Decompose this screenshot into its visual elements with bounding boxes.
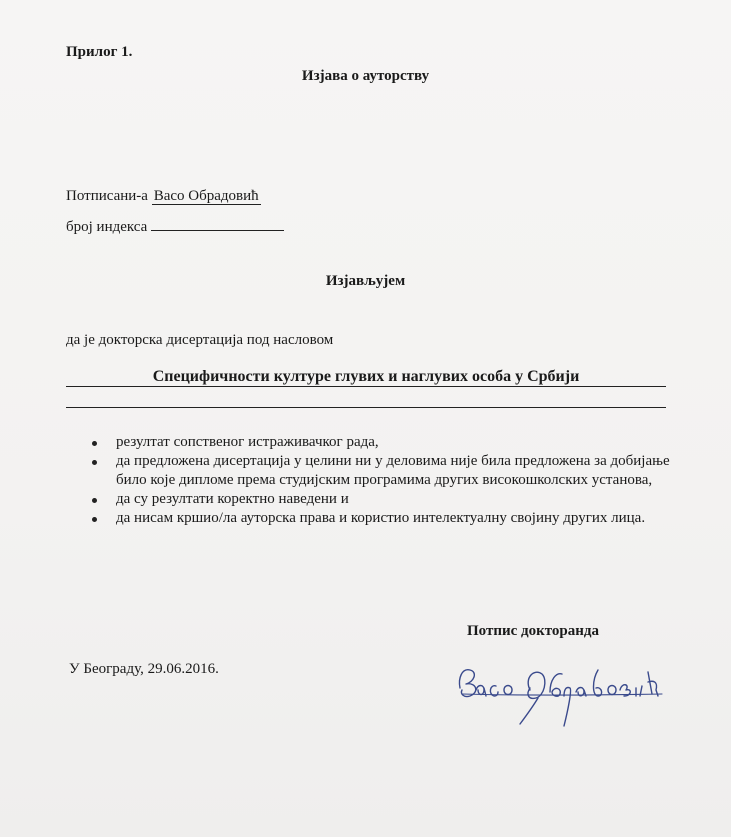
handwritten-signature [452, 650, 672, 730]
bullet-icon [92, 460, 97, 465]
index-blank-line [151, 216, 284, 231]
intro-text: да је докторска дисертација под насловом [66, 332, 334, 348]
place-date: У Београду, 29.06.2016. [69, 661, 219, 677]
signed-name: Васо Обрадовић [153, 188, 259, 204]
appendix-label: Прилог 1. [66, 44, 133, 60]
signature-label: Потпис докторанда [467, 623, 600, 639]
index-row [66, 216, 284, 236]
index-label: број индекса [66, 219, 148, 235]
list-item: да су резултати коректно наведени и [92, 490, 682, 509]
declaration-list [92, 433, 682, 528]
bullet-icon [92, 441, 97, 446]
list-item: резултат сопственог истраживачког рада, [92, 433, 682, 452]
signed-row [66, 188, 261, 205]
thesis-title-line [66, 368, 666, 387]
list-item: да предложена дисертација у целини ни у деловима није била предложена за добијање било које дипломе према студијским програмима других високошколских установа, [92, 452, 682, 490]
bullet-icon [92, 517, 97, 522]
list-item: да нисам кршио/ла ауторска права и користио интелектуалну својину других лица. [92, 509, 682, 528]
signed-label: Потписани-а [66, 188, 148, 204]
thesis-title: Специфичности културе глувих и наглувих особа у Србији [152, 368, 580, 385]
declare-heading: Изјављујем [325, 273, 406, 289]
document-title: Изјава о ауторству [301, 68, 430, 84]
thesis-blank-line [66, 406, 666, 408]
bullet-icon [92, 498, 97, 503]
